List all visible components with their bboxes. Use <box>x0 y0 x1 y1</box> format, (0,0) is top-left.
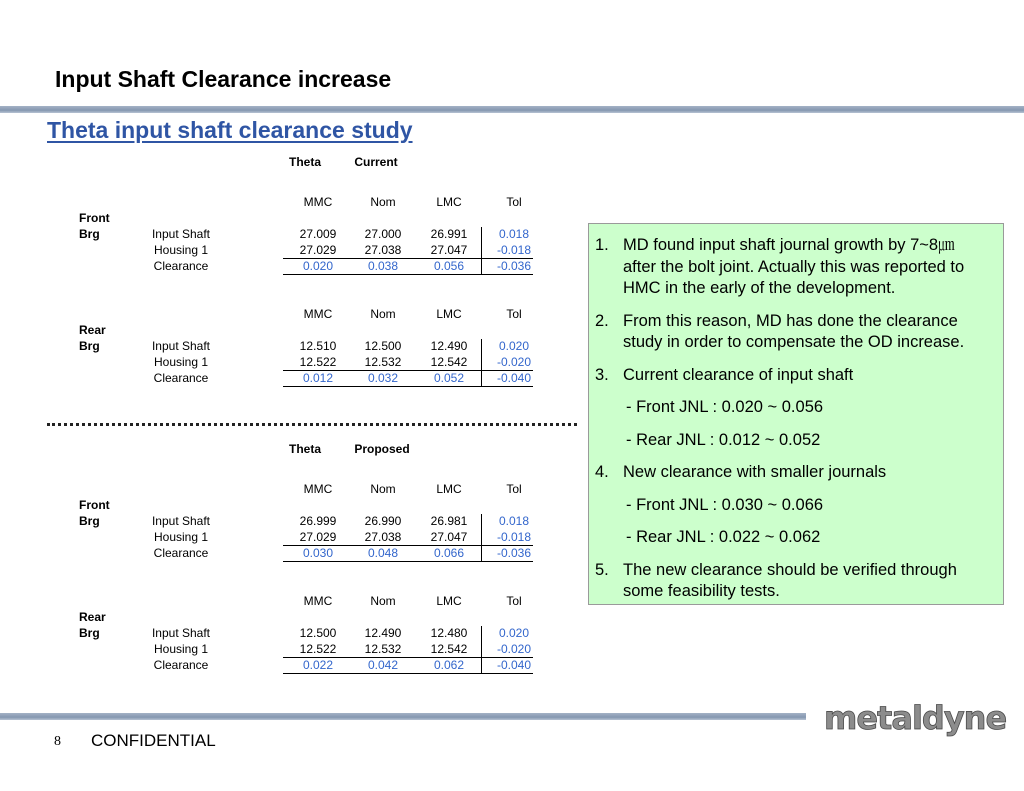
value-cell-lmc: 0.062 <box>433 658 465 672</box>
note-line: some feasibility tests. <box>623 582 780 600</box>
bearing-label: Front <box>79 498 110 512</box>
row-label: Clearance <box>153 259 209 273</box>
value-cell-tol: -0.040 <box>496 658 532 672</box>
bearing-label: Brg <box>79 227 100 241</box>
section-separator <box>47 423 577 426</box>
page-subtitle: Theta input shaft clearance study <box>47 117 413 143</box>
row-label: Housing 1 <box>153 530 209 544</box>
note-line: HMC in the early of the development. <box>623 279 896 297</box>
table-rule <box>283 274 533 275</box>
column-header: MMC <box>303 594 333 608</box>
row-label: Housing 1 <box>153 642 209 656</box>
table-rule <box>481 227 482 275</box>
table-rule <box>283 657 533 658</box>
note-number: 3. <box>595 365 609 384</box>
note-line: Current clearance of input shaft <box>623 365 854 384</box>
value-cell-lmc: 26.981 <box>430 514 468 528</box>
page-title: Input Shaft Clearance increase <box>55 66 392 92</box>
value-cell-mmc: 12.510 <box>299 339 337 353</box>
value-cell-mmc: 12.522 <box>299 642 337 656</box>
row-label: Input Shaft <box>151 626 211 640</box>
value-cell-lmc: 0.052 <box>433 371 465 385</box>
section-header-status: Current <box>354 155 398 169</box>
row-label: Clearance <box>153 546 209 560</box>
table-rule <box>283 561 533 562</box>
row-label: Clearance <box>153 658 209 672</box>
note-number: 5. <box>595 560 609 579</box>
column-header: LMC <box>436 482 462 496</box>
column-header: Tol <box>506 594 522 608</box>
column-header: Nom <box>370 482 396 496</box>
value-cell-tol: 0.018 <box>498 227 530 241</box>
logo-wordmark: metaldyne <box>824 699 1007 737</box>
column-header: Nom <box>370 195 396 209</box>
value-cell-tol: -0.020 <box>496 642 532 656</box>
value-cell-nom: 12.500 <box>364 339 402 353</box>
table-rule <box>283 258 533 259</box>
note-line: - Rear JNL : 0.022 ~ 0.062 <box>626 528 821 546</box>
value-cell-lmc: 12.542 <box>430 355 468 369</box>
metaldyne-logo <box>820 697 1010 743</box>
column-header: LMC <box>436 307 462 321</box>
value-cell-lmc: 26.991 <box>430 227 468 241</box>
value-cell-tol: 0.018 <box>498 514 530 528</box>
value-cell-tol: -0.040 <box>496 371 532 385</box>
value-cell-tol: 0.020 <box>498 626 530 640</box>
row-label: Housing 1 <box>153 243 209 257</box>
table-rule <box>283 673 533 674</box>
value-cell-tol: -0.018 <box>496 243 532 257</box>
value-cell-mmc: 0.020 <box>302 259 334 273</box>
note-number: 1. <box>595 236 609 254</box>
bearing-label: Front <box>79 211 110 225</box>
bearing-label: Brg <box>79 339 100 353</box>
column-header: Tol <box>506 482 522 496</box>
row-label: Input Shaft <box>151 227 211 241</box>
row-label: Input Shaft <box>151 514 211 528</box>
table-rule <box>283 545 533 546</box>
value-cell-lmc: 12.542 <box>430 642 468 656</box>
value-cell-mmc: 0.012 <box>302 371 334 385</box>
column-header: Tol <box>506 195 522 209</box>
value-cell-nom: 12.532 <box>364 355 402 369</box>
value-cell-lmc: 27.047 <box>430 530 468 544</box>
page-number: 8 <box>54 734 61 749</box>
column-header: Nom <box>370 307 396 321</box>
value-cell-lmc: 0.066 <box>433 546 465 560</box>
header-divider-bar <box>0 106 1024 113</box>
value-cell-lmc: 27.047 <box>430 243 468 257</box>
note-line: study in order to compensate the OD increase. <box>623 333 965 351</box>
column-header: Nom <box>370 594 396 608</box>
row-label: Clearance <box>153 371 209 385</box>
value-cell-mmc: 0.022 <box>302 658 334 672</box>
value-cell-nom: 0.038 <box>367 259 399 273</box>
note-line: after the bolt joint. Actually this was reported to <box>623 257 965 276</box>
value-cell-mmc: 26.999 <box>299 514 337 528</box>
column-header: LMC <box>436 195 462 209</box>
note-line: - Rear JNL : 0.012 ~ 0.052 <box>626 430 821 449</box>
value-cell-mmc: 12.500 <box>299 626 337 640</box>
section-header-theta: Theta <box>288 155 322 169</box>
value-cell-lmc: 0.056 <box>433 259 465 273</box>
note-line: New clearance with smaller journals <box>623 463 887 481</box>
value-cell-nom: 27.038 <box>364 243 402 257</box>
note-line: MD found input shaft journal growth by 7~8㎛ <box>623 236 955 254</box>
value-cell-mmc: 27.029 <box>299 530 337 544</box>
value-cell-nom: 27.000 <box>364 227 402 241</box>
column-header: MMC <box>303 307 333 321</box>
section-header-theta: Theta <box>288 442 322 456</box>
column-header: LMC <box>436 594 462 608</box>
value-cell-mmc: 27.029 <box>299 243 337 257</box>
footer-divider-bar <box>0 713 806 720</box>
row-label: Input Shaft <box>151 339 211 353</box>
value-cell-tol: -0.036 <box>496 259 532 273</box>
note-number: 4. <box>595 463 609 481</box>
bearing-label: Rear <box>79 323 106 337</box>
value-cell-lmc: 12.490 <box>430 339 468 353</box>
value-cell-mmc: 12.522 <box>299 355 337 369</box>
note-line: - Front JNL : 0.030 ~ 0.066 <box>626 495 824 514</box>
note-line: - Front JNL : 0.020 ~ 0.056 <box>626 398 824 416</box>
table-rule <box>481 514 482 562</box>
value-cell-nom: 26.990 <box>364 514 402 528</box>
confidential-label: CONFIDENTIAL <box>91 731 216 750</box>
value-cell-tol: -0.036 <box>496 546 532 560</box>
table-rule <box>283 370 533 371</box>
column-header: Tol <box>506 307 522 321</box>
note-number: 2. <box>595 311 609 330</box>
value-cell-lmc: 12.480 <box>430 626 468 640</box>
value-cell-nom: 0.032 <box>367 371 399 385</box>
value-cell-nom: 0.042 <box>367 658 399 672</box>
value-cell-tol: -0.018 <box>496 530 532 544</box>
notes-box <box>588 223 1004 605</box>
bearing-label: Brg <box>79 626 100 640</box>
value-cell-nom: 12.532 <box>364 642 402 656</box>
table-rule <box>283 386 533 387</box>
table-rule <box>481 339 482 387</box>
value-cell-nom: 0.048 <box>367 546 399 560</box>
value-cell-tol: 0.020 <box>498 339 530 353</box>
row-label: Housing 1 <box>153 355 209 369</box>
column-header: MMC <box>303 195 333 209</box>
bearing-label: Rear <box>79 610 106 624</box>
value-cell-mmc: 27.009 <box>299 227 337 241</box>
value-cell-nom: 27.038 <box>364 530 402 544</box>
table-rule <box>481 626 482 674</box>
value-cell-mmc: 0.030 <box>302 546 334 560</box>
note-line: From this reason, MD has done the clearance <box>623 311 958 330</box>
note-line: The new clearance should be verified through <box>623 560 957 579</box>
value-cell-nom: 12.490 <box>364 626 402 640</box>
column-header: MMC <box>303 482 333 496</box>
bearing-label: Brg <box>79 514 100 528</box>
section-header-status: Proposed <box>354 442 410 456</box>
value-cell-tol: -0.020 <box>496 355 532 369</box>
